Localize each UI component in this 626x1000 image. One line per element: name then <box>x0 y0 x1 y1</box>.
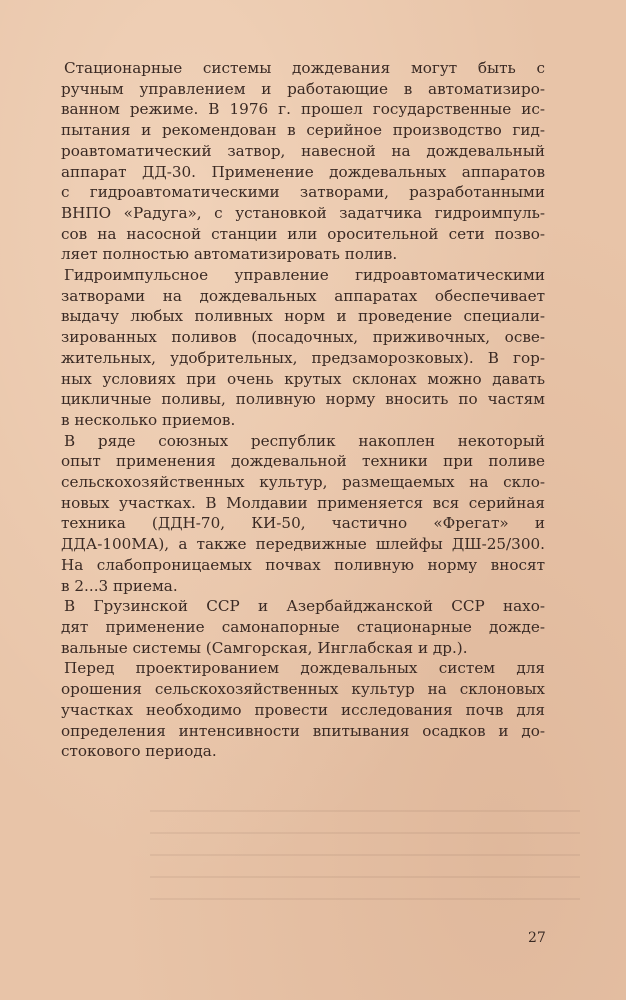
text-line: техника (ДДН-70, КИ-50, частично «Фрегат» и <box>61 514 545 533</box>
text-line: дят применение самонапорные стационарные дожде- <box>61 617 545 636</box>
text-line: зированных поливов (посадочных, приживочных, осве- <box>61 328 545 347</box>
text-line: ляет полностью автоматизировать полив. <box>61 245 398 264</box>
text-line: новых участках. В Молдавии применяется вся серийная <box>61 493 545 512</box>
paragraph-4 <box>59 596 545 658</box>
body-text <box>59 58 545 762</box>
text-line: участках необходимо провести исследования почв для <box>61 700 545 719</box>
text-line: стокового периода. <box>61 742 217 761</box>
paragraph-1 <box>59 58 545 265</box>
text-line: ДДА-100МА), а также передвижные шлейфы ДШ-25/300. <box>61 535 545 554</box>
text-line: ванном режиме. В 1976 г. прошел государственные ис- <box>61 100 545 119</box>
text-line: жительных, удобрительных, предзаморозковых). В гор- <box>61 348 545 367</box>
text-line: ручным управлением и работающие в автоматизиро- <box>61 79 545 98</box>
text-line: в несколько приемов. <box>61 410 236 429</box>
paragraph-3 <box>59 431 545 597</box>
text-line: цикличные поливы, поливную норму вносить по частям <box>61 390 545 409</box>
text-line: аппарат ДД-30. Применение дождевальных аппаратов <box>61 162 545 181</box>
text-line: вальные системы (Самгорская, Инглабская и др.). <box>61 638 468 657</box>
text-line: роавтоматический затвор, навесной на дождевальный <box>61 141 545 160</box>
text-line: выдачу любых поливных норм и проведение специали- <box>61 307 545 326</box>
text-line: Перед проектированием дождевальных систем для <box>64 659 545 678</box>
text-line: Гидроимпульсное управление гидроавтоматическими <box>64 266 545 285</box>
text-line: ВНПО «Радуга», с установкой задатчика гидроимпуль- <box>61 203 545 222</box>
paragraph-5 <box>59 658 545 762</box>
text-line: орошения сельскохозяйственных культур на склоновых <box>61 680 545 699</box>
show-through-texture <box>150 810 580 920</box>
text-line: На слабопроницаемых почвах поливную норму вносят <box>61 555 545 574</box>
paragraph-2 <box>59 265 545 431</box>
text-line: ных условиях при очень крутых склонах можно давать <box>61 369 545 388</box>
text-line: Стационарные системы дождевания могут быть с <box>64 59 545 77</box>
text-line: определения интенсивности впитывания осадков и до- <box>61 721 545 740</box>
page-number: 27 <box>528 930 546 946</box>
text-line: В ряде союзных республик накоплен некоторый <box>64 431 545 450</box>
text-line: затворами на дождевальных аппаратах обеспечивает <box>61 286 545 305</box>
text-line: пытания и рекомендован в серийное производство гид- <box>61 121 545 140</box>
text-line: опыт применения дождевальной техники при поливе <box>61 452 545 471</box>
text-line: сов на насосной станции или оросительной сети позво- <box>61 224 545 243</box>
text-line: сельскохозяйственных культур, размещаемых на скло- <box>61 473 545 492</box>
text-line: с гидроавтоматическими затворами, разработанными <box>61 183 545 202</box>
text-line: В Грузинской ССР и Азербайджанской ССР нахо- <box>64 597 545 616</box>
text-line: в 2...3 приема. <box>61 576 178 595</box>
